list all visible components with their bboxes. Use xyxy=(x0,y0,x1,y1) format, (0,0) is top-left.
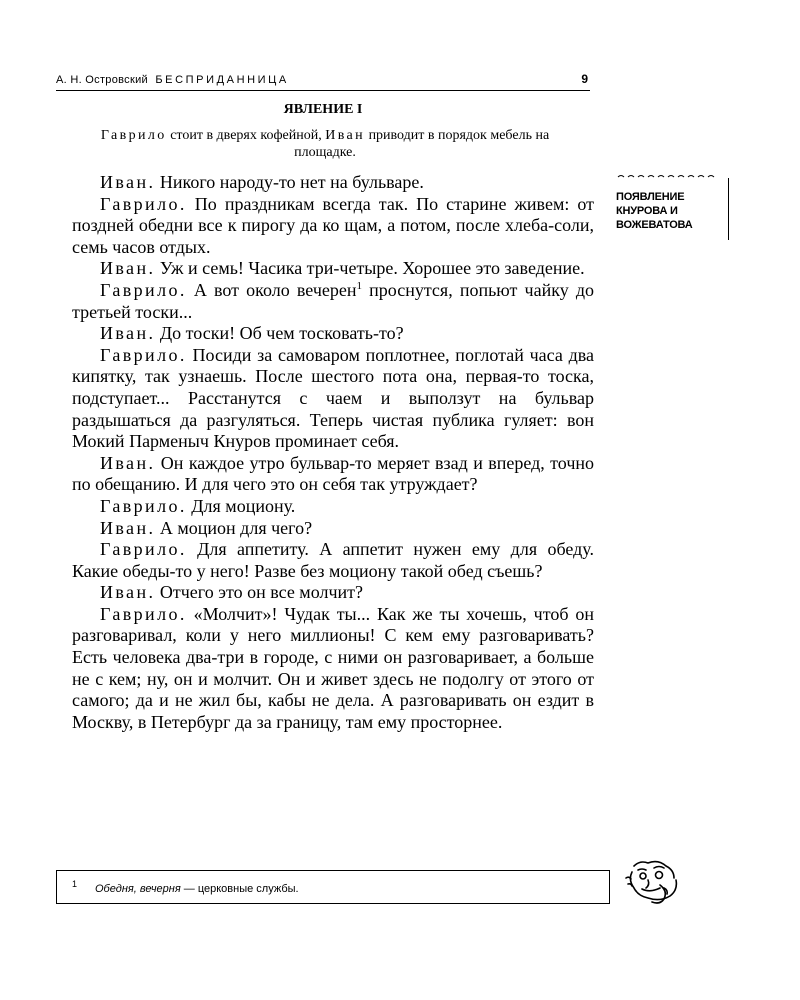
footnote-definition: — церковные службы. xyxy=(180,883,299,895)
line-text: проснутся, попьют чайку до третьей тоски... xyxy=(72,279,594,322)
speaker-name: Иван. xyxy=(100,172,156,192)
footnote-term: Обедня, вечерня xyxy=(95,883,181,895)
book-title: БЕСПРИДАННИЦА xyxy=(155,74,289,86)
speaker-name: Иван. xyxy=(100,452,156,473)
dialogue-body xyxy=(72,172,594,733)
speaker-name: Иван. xyxy=(100,582,156,603)
speaker-name: Гаврило. xyxy=(100,539,187,560)
dialogue-line xyxy=(72,582,594,604)
line-text: А вот около вечерен xyxy=(186,279,357,300)
dialogue-line xyxy=(72,280,594,323)
scene-heading: ЯВЛЕНИЕ I xyxy=(283,102,363,117)
speaker-name: Иван. xyxy=(100,323,156,344)
dialogue-line xyxy=(72,604,594,734)
book-info xyxy=(56,72,289,88)
line-text: Он каждое утро бульвар-то меряет взад и вперед, точно по обещанию. И для чего это он себя так утруждает? xyxy=(72,452,594,495)
line-text: Отчего это он все молчит? xyxy=(155,582,363,603)
running-header xyxy=(56,70,590,91)
dialogue-line xyxy=(72,453,594,496)
decorative-dashes-icon xyxy=(616,174,720,180)
line-text: Для аппетиту. А аппетит нужен ему для обеду. Какие обеды-то у него! Разве без моциону такой обед съешь? xyxy=(72,539,594,581)
stage-text: приводит в порядок мебель на площадке. xyxy=(294,128,550,160)
stage-character-name: Иван xyxy=(325,128,366,143)
sidebar-note-label: ПОЯВЛЕНИЕ КНУРОВА И ВОЖЕВАТОВА xyxy=(616,191,693,231)
dialogue-line xyxy=(72,258,594,280)
line-text: Для моциону. xyxy=(186,495,296,516)
line-text: Посиди за самоваром поплотнее, поглотай часа два кипятку, так узнаешь. После шестого пота она, первая-то тоска, подступает... Расстанутся с чаем и выползут на бульвар раздышаться да разгуляться. Теперь чистая публика гуляет: вон Мокий Парменыч Кнуров проминает себя. xyxy=(72,344,594,452)
sidebar-note xyxy=(614,178,729,240)
author-name: А. Н. Островский xyxy=(56,74,148,86)
dialogue-line xyxy=(72,518,594,540)
footnote-mark: 1 xyxy=(72,879,78,889)
dialogue-line xyxy=(72,172,594,194)
stage-text: стоит в дверях кофейной, xyxy=(166,128,326,143)
dialogue-line xyxy=(72,496,594,518)
line-text: А моцион для чего? xyxy=(155,517,313,538)
speaker-name: Гаврило. xyxy=(100,193,187,214)
speaker-name: Иван. xyxy=(100,517,156,538)
speaker-name: Гаврило. xyxy=(100,344,187,365)
dialogue-line xyxy=(72,323,594,345)
speaker-name: Иван. xyxy=(100,258,156,279)
line-text: До тоски! Об чем тосковать-то? xyxy=(155,323,404,344)
line-text: Уж и семь! Часика три-четыре. Хорошее это заведение. xyxy=(155,258,585,279)
page-number: 9 xyxy=(581,72,588,86)
line-text: Никого народу-то нет на бульваре. xyxy=(155,172,424,192)
stage-direction xyxy=(90,127,560,161)
line-text: По праздникам всегда так. По старине живем: от поздней обедни все к пирогу да ко щам, а потом, после хлеба-соли, семь часов отдых. xyxy=(72,193,594,257)
footnote-text xyxy=(95,882,299,896)
dialogue-line xyxy=(72,194,594,259)
stage-character-name: Гаврило xyxy=(100,128,167,143)
speaker-name: Гаврило. xyxy=(100,603,187,624)
dialogue-line xyxy=(72,539,594,582)
footnote-ref[interactable]: 1 xyxy=(356,279,362,292)
speaker-name: Гаврило. xyxy=(100,495,187,516)
dialogue-line xyxy=(72,345,594,453)
speaker-name: Гаврило. xyxy=(100,279,187,300)
footnote-box xyxy=(56,870,610,904)
line-text: «Молчит»! Чудак ты... Как же ты хочешь, чтоб он разговаривал, коли у него миллионы! С кем ему разговаривать? Есть человека два-три в городе, с ними он разговаривает, а больше не с кем; ну, он и молчит. Он и живет здесь не подолгу от этого от самого; да и не жил бы, кабы не дела. А разговаривать он ездит в Москву, в Петербург да за границу, там ему просторнее. xyxy=(72,603,594,732)
pensive-face-sketch-icon xyxy=(624,858,682,906)
